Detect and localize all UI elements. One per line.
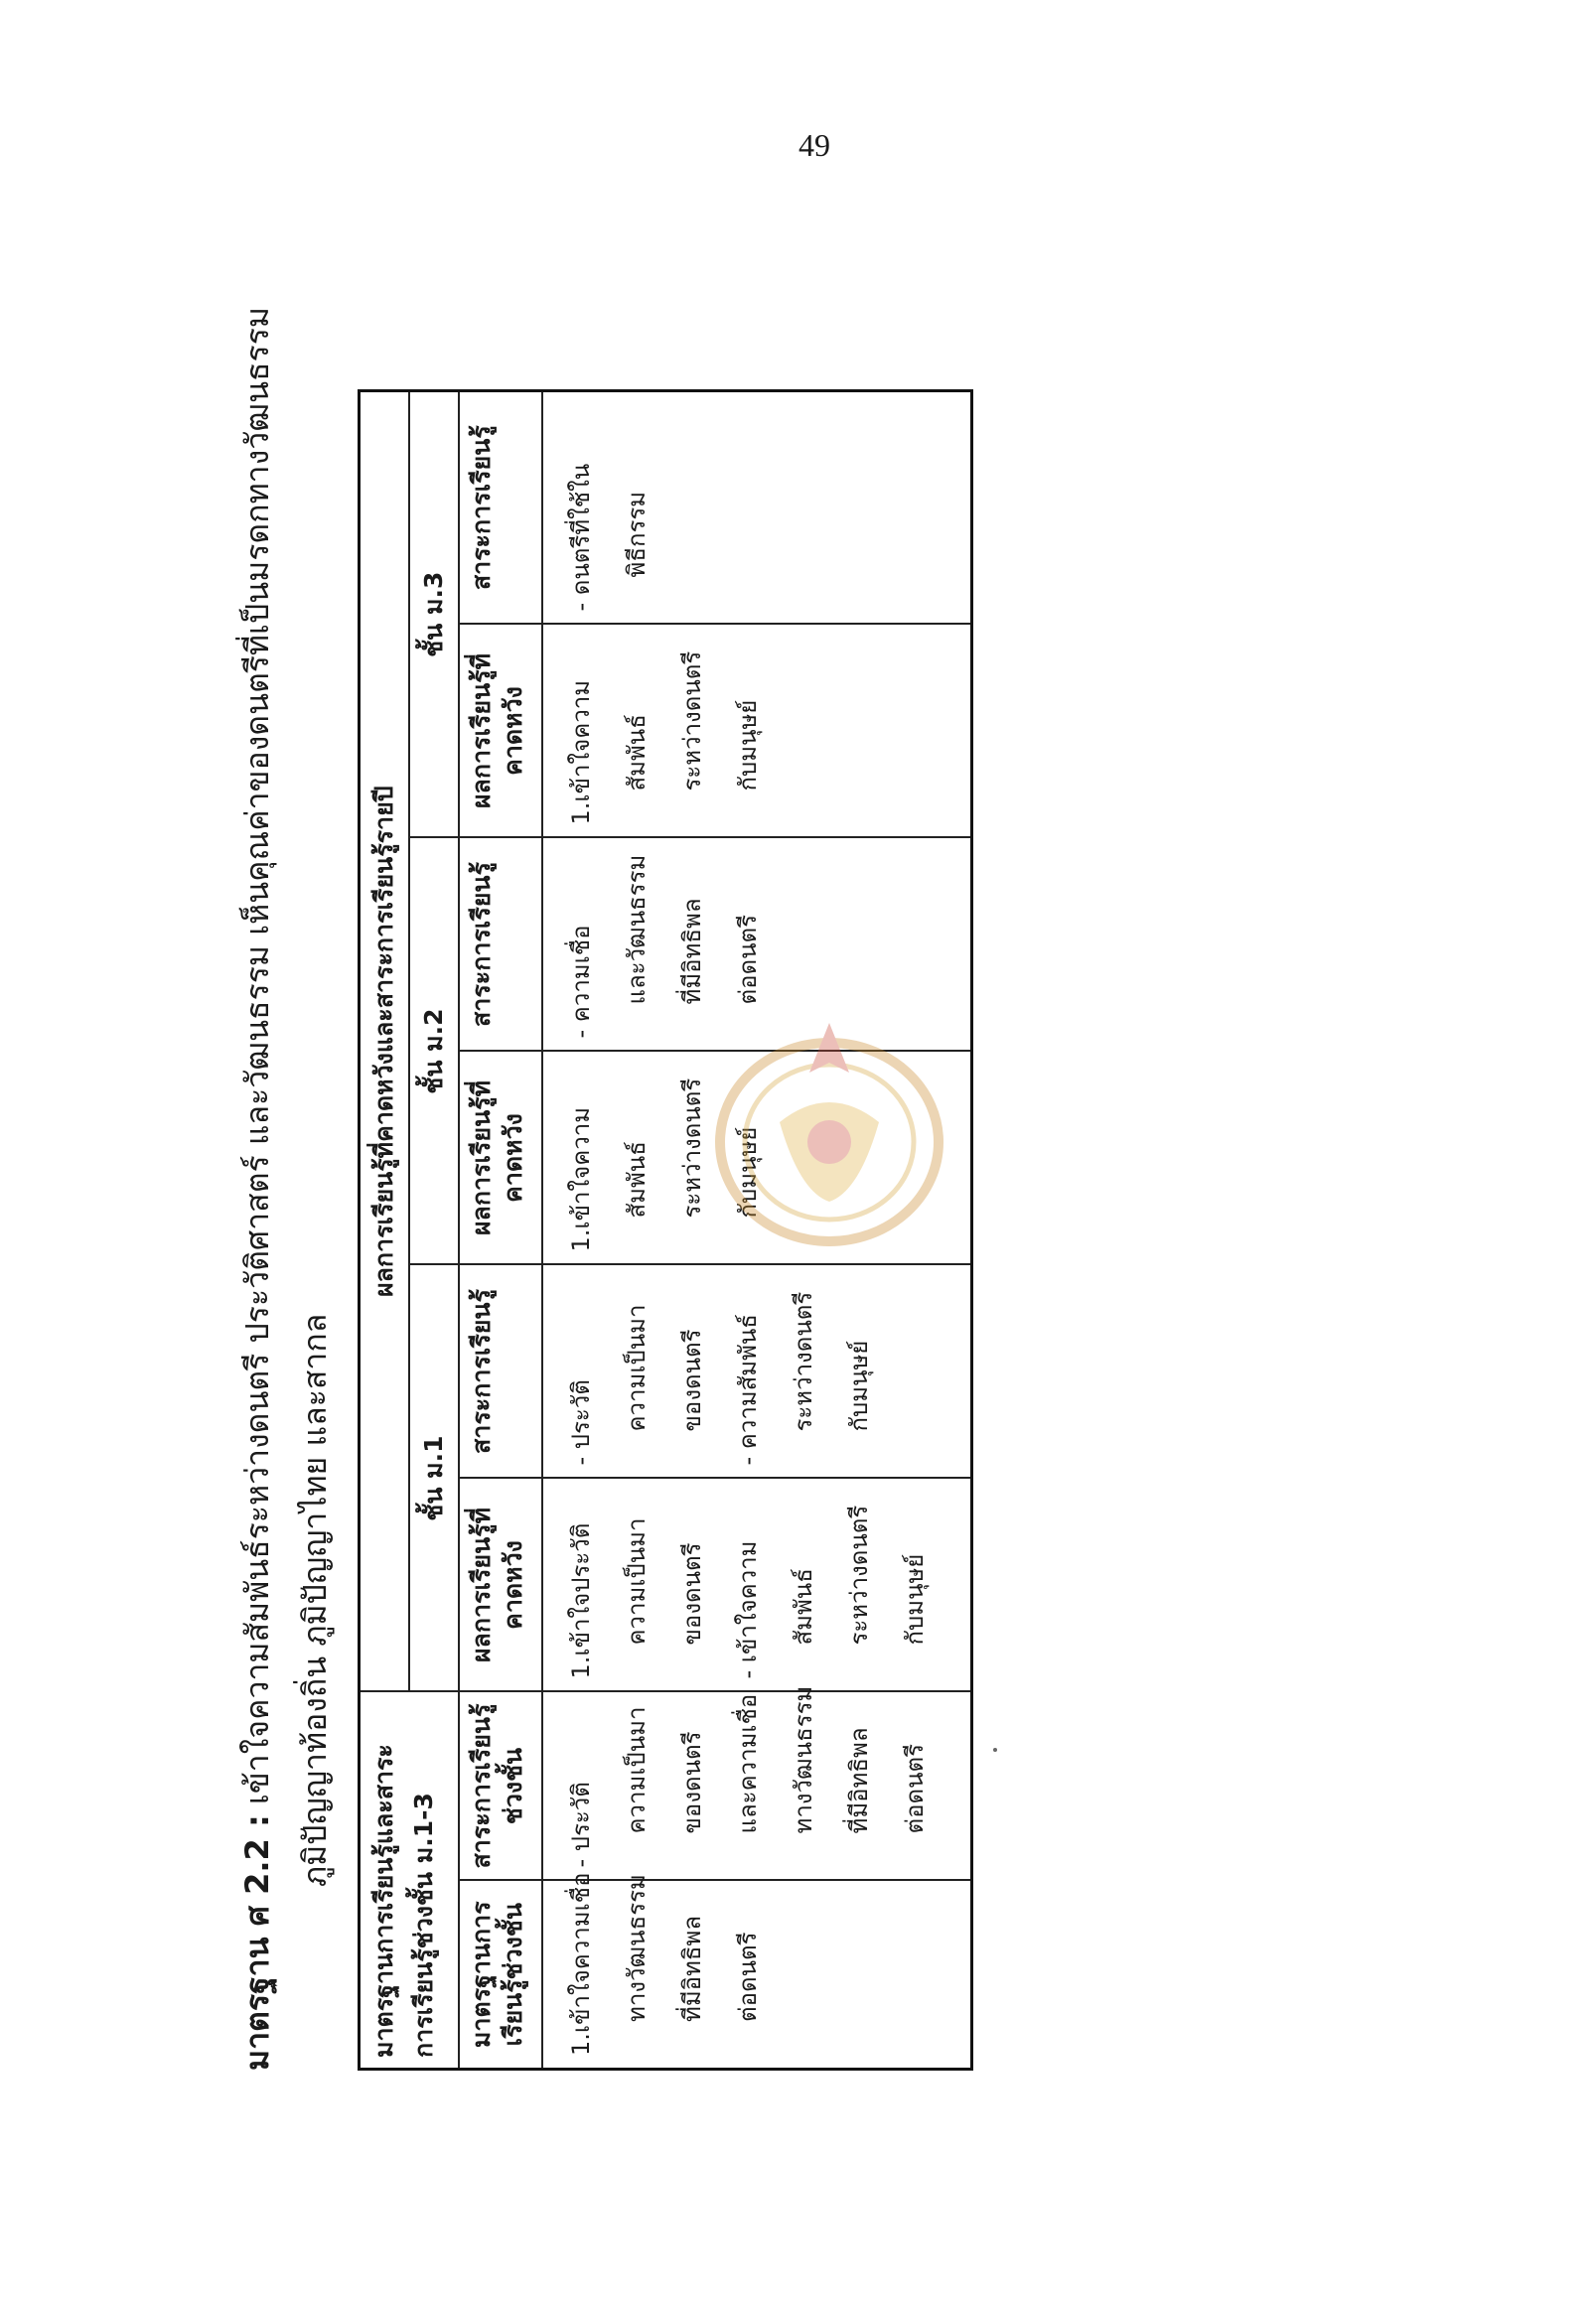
cell-m3-content: - ดนตรีที่ใช้ใน พิธีกรรม bbox=[542, 390, 972, 624]
cell-m2-content: - ความเชื่อ และวัฒนธรรม ที่มีอิทธิพล ต่อดนตรี bbox=[542, 838, 972, 1052]
header-grade-m2: ชั้น ม.2 bbox=[409, 838, 459, 1265]
cell-standard: 1.เข้าใจความเชื่อ ทางวัฒนธรรม ที่มีอิทธิพล ต่อดนตรี bbox=[542, 1881, 972, 2070]
header-standards-group: มาตรฐานการเรียนรู้และสาระการเรียนรู้ช่วงชั้น ม.1-3 bbox=[360, 1692, 460, 2070]
cell-m2-outcome: 1.เข้าใจความ สัมพันธ์ ระหว่างดนตรี กับมนุษย์ bbox=[542, 1052, 972, 1265]
col-header-7: ผลการเรียนรู้ที่คาดหวัง bbox=[459, 625, 542, 838]
col-header-5: ผลการเรียนรู้ที่คาดหวัง bbox=[459, 1052, 542, 1265]
col-header-6: สาระการเรียนรู้ bbox=[459, 838, 542, 1052]
speck bbox=[993, 1748, 997, 1752]
watermark-seal-icon bbox=[710, 1003, 948, 1251]
col-header-1: มาตรฐานการเรียนรู้ช่วงชั้น bbox=[459, 1881, 542, 2070]
header-grade-m3: ชั้น ม.3 bbox=[409, 390, 459, 837]
col-header-4: สาระการเรียนรู้ bbox=[459, 1265, 542, 1479]
col-header-2: สาระการเรียนรู้ช่วงชั้น bbox=[459, 1692, 542, 1881]
header-outcomes-group: ผลการเรียนรู้ที่คาดหวังและสาระการเรียนรู้รายปี bbox=[360, 390, 410, 1691]
caption-line-1: เข้าใจความสัมพันธ์ระหว่างดนตรี ประวัติศาสตร์ และวัฒนธรรม เห็นคุณค่าของดนตรีที่เป็นมรดกทางวัฒนธรรม bbox=[238, 306, 276, 1805]
cell-m3-outcome: 1.เข้าใจความ สัมพันธ์ ระหว่างดนตรี กับมนุษย์ bbox=[542, 625, 972, 838]
cell-m1-outcome: 1.เข้าใจประวัติ ความเป็นมา ของดนตรี - เข้าใจความ สัมพันธ์ ระหว่างดนตรี กับมนุษย์ bbox=[542, 1479, 972, 1692]
standard-caption bbox=[228, 223, 344, 2071]
col-header-8: สาระการเรียนรู้ bbox=[459, 390, 542, 624]
cell-m1-content: - ประวัติ ความเป็นมา ของดนตรี - ความสัมพันธ์ ระหว่างดนตรี กับมนุษย์ bbox=[542, 1265, 972, 1479]
header-grade-m1: ชั้น ม.1 bbox=[409, 1265, 459, 1692]
cell-content-range: - ประวัติ ความเป็นมา ของดนตรี และความเชื่อ ทางวัฒนธรรม ที่มีอิทธิพล ต่อดนตรี bbox=[542, 1692, 972, 1881]
page-number: 49 bbox=[798, 127, 830, 163]
caption-line-2: ภูมิปัญญาท้องถิ่น ภูมิปัญญาไทย และสากล bbox=[296, 1313, 334, 1887]
caption-lead: มาตรฐาน ศ 2.2 : bbox=[238, 1814, 276, 2071]
col-header-3: ผลการเรียนรู้ที่คาดหวัง bbox=[459, 1479, 542, 1692]
